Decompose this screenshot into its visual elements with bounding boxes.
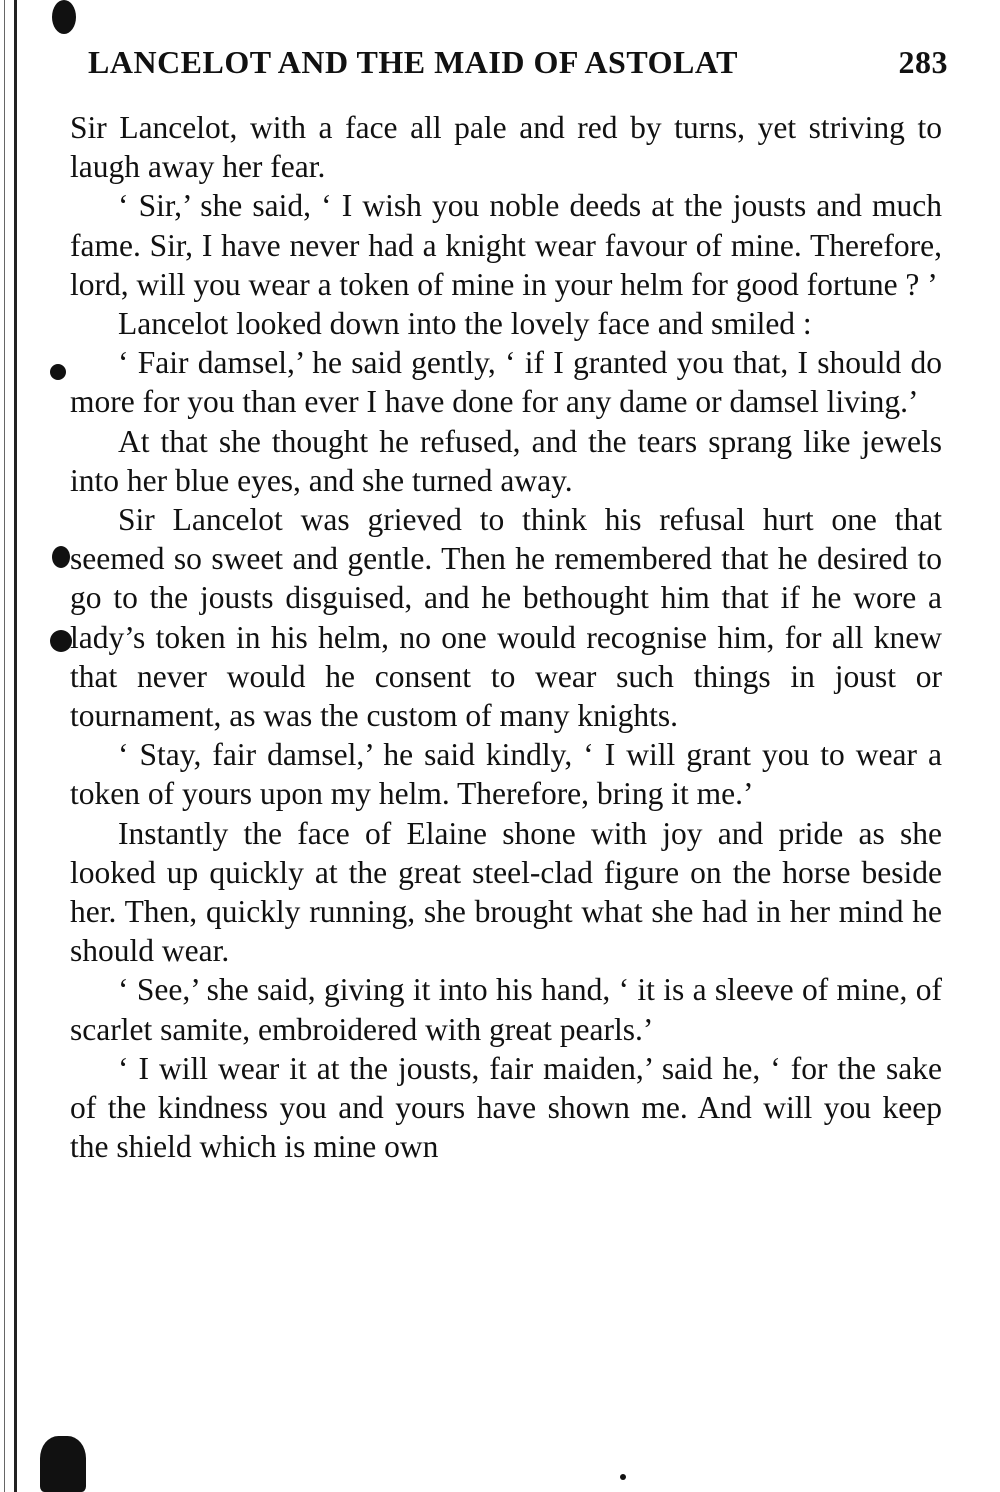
ink-blot-bottom: [40, 1436, 86, 1492]
paragraph-10: ‘ I will wear it at the jousts, fair maiden,’ said he, ‘ for the sake of the kindness you and yours have shown me. And will you keep the shield which is mine own: [70, 1050, 942, 1165]
ink-blot-margin-1: [50, 364, 66, 380]
paragraph-2: ‘ Sir,’ she said, ‘ I wish you noble deeds at the jousts and much fame. Sir, I have never had a knight wear favour of mine. Therefore, lord, will you wear a token of mine in your helm for good fortune ? ’: [70, 188, 942, 302]
ink-speck-bottom: [620, 1474, 626, 1480]
paragraph-8: Instantly the face of Elaine shone with joy and pride as she looked up quickly at the great steel-clad figure on the horse beside her. Then, quickly running, she brought what she had in her mind he should wear.: [70, 815, 942, 969]
paragraph-1: Sir Lancelot, with a face all pale and red by turns, yet striving to laugh away her fear.: [70, 110, 942, 185]
body-text: [70, 108, 942, 1166]
page-binding-edge: [14, 0, 17, 1492]
paragraph-9: ‘ See,’ she said, giving it into his hand, ‘ it is a sleeve of mine, of scarlet samite, embroidered with great pearls.’: [70, 972, 942, 1047]
ink-blot-top: [52, 0, 76, 34]
page-number: 283: [898, 44, 948, 80]
paragraph-3: Lancelot looked down into the lovely face and smiled :: [118, 306, 812, 342]
paragraph-6: Sir Lancelot was grieved to think his refusal hurt one that seemed so sweet and gentle. Then he remembered that he desired to go to the jousts disguised, and he bethought him that if he wore a lady’s token in his helm, no one would recognise him, for all knew that never would he consent to wear such things in joust or tournament, as was the custom of many knights.: [70, 502, 942, 734]
ink-blot-margin-3: [50, 630, 72, 652]
ink-blot-margin-2: [52, 546, 70, 568]
page-binding-edge-thin: [4, 0, 5, 1492]
paragraph-4: ‘ Fair damsel,’ he said gently, ‘ if I granted you that, I should do more for you than ever I have done for any dame or damsel living.’: [70, 345, 942, 420]
running-head-title: LANCELOT AND THE MAID OF ASTOLAT: [88, 44, 738, 80]
paragraph-5: At that she thought he refused, and the tears sprang like jewels into her blue eyes, and she turned away.: [70, 423, 942, 498]
running-head: [88, 44, 948, 88]
paragraph-7: ‘ Stay, fair damsel,’ he said kindly, ‘ I will grant you to wear a token of yours upon my helm. Therefore, bring it me.’: [70, 737, 942, 812]
